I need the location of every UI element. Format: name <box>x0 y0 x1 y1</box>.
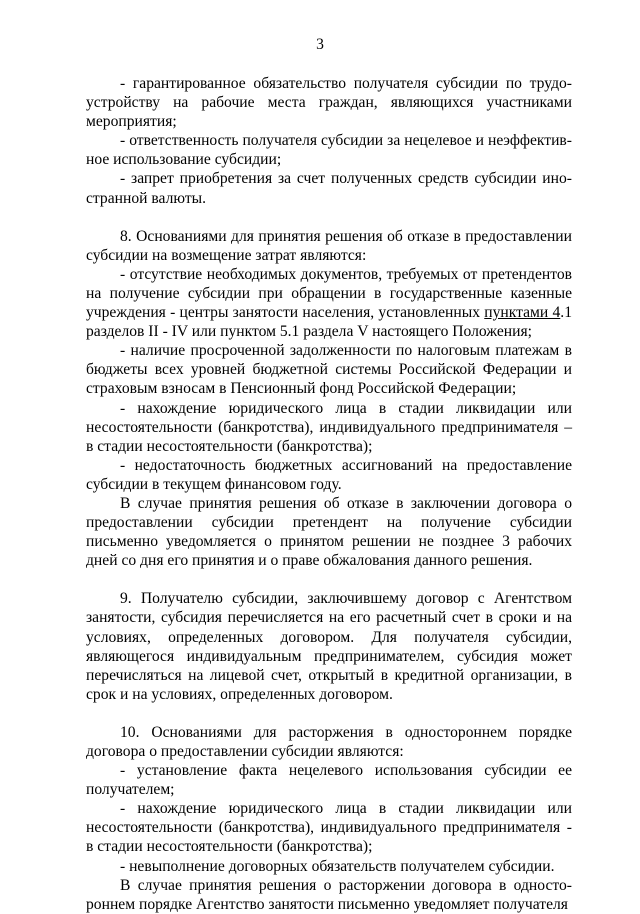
section-8-item-insufficient-budget: - недостаточность бюджетных ассигнований на предоставление субсидии в текущем финансовом году. <box>86 456 572 493</box>
document-body <box>86 74 572 914</box>
section-spacer <box>86 570 572 589</box>
paragraph-employment-obligation: - гарантированное обязательство получателя субсидии по трудоустройству на рабочие места граждан, являющихся участниками мероприятия; <box>86 75 572 131</box>
section-10-item-misuse: - установление факта нецелевого использования субсидии ее получателем; <box>86 762 572 799</box>
section-10-item-non-fulfilment: - невыполнение договорных обязательств получателем субсидии. <box>120 857 555 875</box>
section-10-termination-notice: В случае принятия решения о расторжении договора в одностороннем порядке Агентство занятости письменно уведомляет получателя <box>86 876 572 913</box>
section-8-item-missing-documents <box>86 265 572 341</box>
section-spacer <box>86 704 572 723</box>
section-8-refusal-notice: В случае принятия решения об отказе в заключении договора о предоставлении субсидии претендент на получение субсидии письменно уведомляется о принятом решении не позднее 3 рабочих дней со дня его принятия и о праве обжалования данного решения. <box>86 494 572 570</box>
section-10-intro: 10. Основаниями для расторжения в одностороннем порядке договора о предоставлении субсидии являются: <box>86 723 572 760</box>
section-spacer <box>86 208 572 227</box>
section-8-item-1-tail: .1 разделов II - IV или пунктом 5.1 раздела V настоящего Положения; <box>86 304 572 341</box>
section-8-intro: 8. Основаниями для принятия решения об отказе в предоставлении субсидии на возмещение затрат являются: <box>86 227 572 264</box>
section-8-item-1-text: - отсутствие необходимых документов, требуемых от претендентов на получение субсидии при обращении в государственные казенные учреждения - центры занятости населения, установленных <box>86 265 572 322</box>
page-number: 3 <box>316 36 324 53</box>
section-8-item-tax-arrears: - наличие просроченной задолженности по налоговым платежам в бюджеты всех уровней бюджетной системы Российской Федерации и страховым взносам в Пенсионный фонд Российской Федерации; <box>86 342 572 398</box>
section-9-text: 9. Получателю субсидии, заключившему договор с Агентством занятости, субсидия перечисляется на его расчетный счет в сроки и на условиях, определенных договором. Для получателя субсидии, являющегося индивидуальным предпринимателем, субсидия может перечисляться на лицевой счет, открытый в кредитной организации, в срок и на условиях, определенных договором. <box>86 590 572 703</box>
paragraph-misuse-responsibility: - ответственность получателя субсидии за нецелевое и неэффективное использование субсидии; <box>86 132 572 169</box>
section-8-item-liquidation: - нахождение юридического лица в стадии ликвидации или несостоятельности (банкротства), индивидуального предпринимателя – в стадии несостоятельности (банкротства); <box>86 399 572 455</box>
paragraph-currency-ban: - запрет приобретения за счет полученных средств субсидии иностранной валюты. <box>86 170 572 207</box>
points-reference-link[interactable]: пунктами 4 <box>484 304 561 322</box>
section-10-item-liquidation: - нахождение юридического лица в стадии ликвидации или несостоятельности (банкротства), индивидуального предпринимателя - в стадии несостоятельности (банкротства); <box>86 800 572 856</box>
